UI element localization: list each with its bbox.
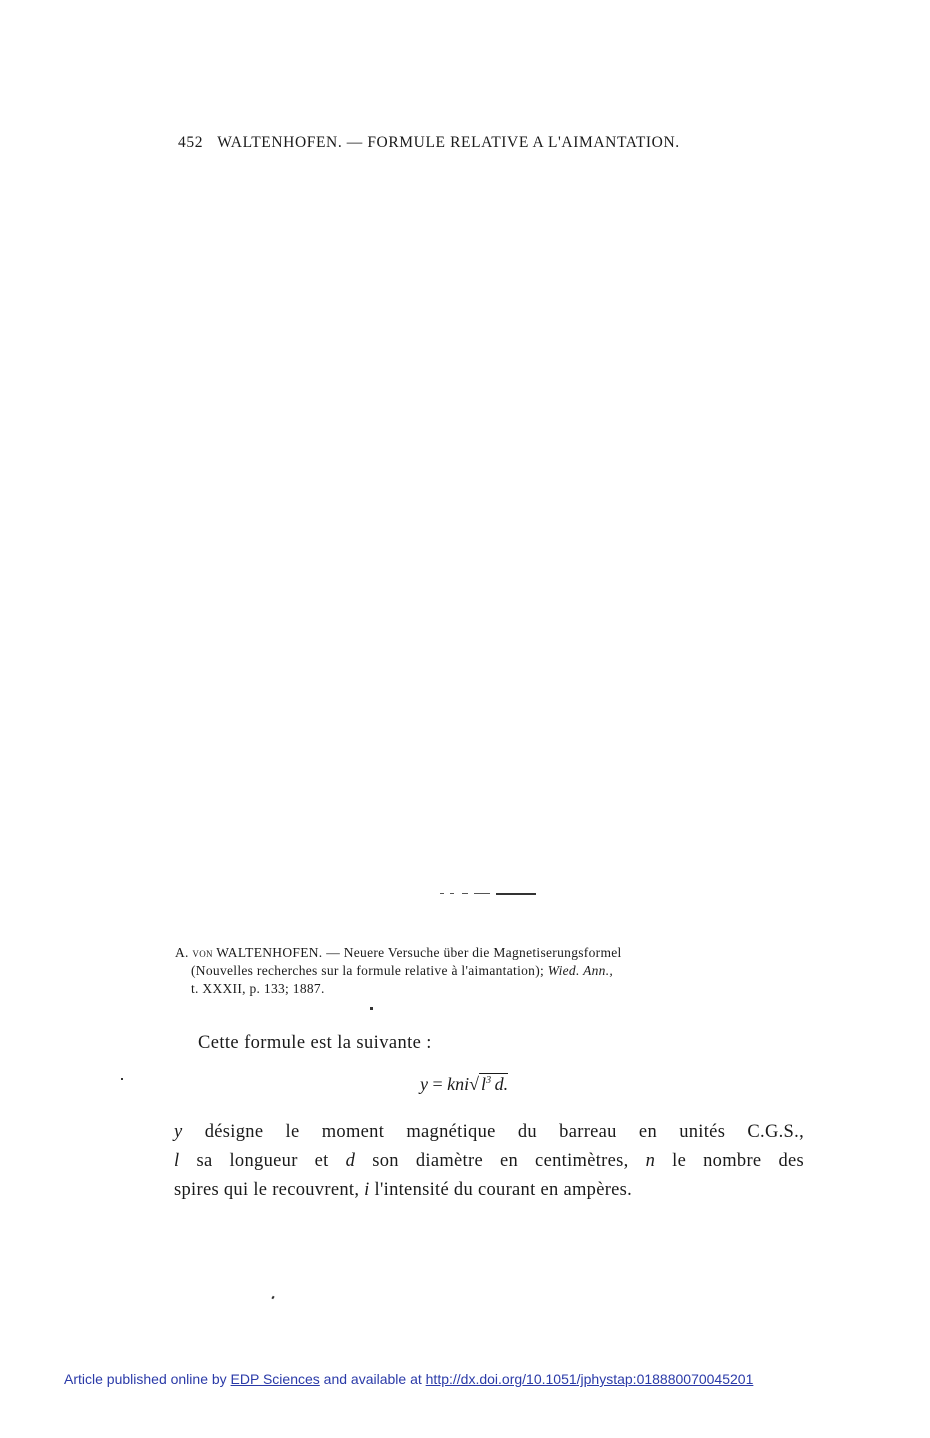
definition-paragraph xyxy=(174,1118,804,1205)
paragraph-line-1: y désigne le moment magnétique du barreau en unités C.G.S., xyxy=(174,1122,804,1142)
citation-author: WALTENHOFEN. xyxy=(216,945,323,960)
running-head xyxy=(178,134,778,152)
formula: y = kni√ $l^3$ d. xyxy=(420,1074,509,1094)
page-number: 452 xyxy=(178,134,204,151)
paragraph-line-2: l sa longueur et d son diamètre en centimètres, n le nombre des xyxy=(174,1151,805,1171)
footer-notice: Article published online by EDP Sciences and available at http://dx.doi.org/10.1051/jphystap:018880070045201 xyxy=(64,1371,754,1387)
section-separator xyxy=(440,893,540,896)
scan-speck xyxy=(370,1007,373,1010)
intro-sentence: Cette formule est la suivante : xyxy=(198,1033,432,1053)
publisher-link[interactable]: EDP Sciences xyxy=(230,1371,320,1387)
radicand: $l^3$ d. xyxy=(481,1074,509,1094)
citation-journal: Wied. Ann., xyxy=(547,963,614,978)
citation-line-1: A. von WALTENHOFEN. — Neuere Versuche über die Magnetiserungsformel xyxy=(175,945,622,960)
citation-volume: t. XXXII, p. 133; 1887. xyxy=(191,981,325,996)
citation-french-title: (Nouvelles recherches sur la formule relative à l'aimantation); xyxy=(191,963,545,978)
scan-speck xyxy=(271,1296,274,1300)
radical-sign: √ xyxy=(469,1074,480,1094)
citation xyxy=(175,944,805,998)
scan-speck xyxy=(121,1078,123,1080)
running-head-title: WALTENHOFEN. — FORMULE RELATIVE A L'AIMANTATION. xyxy=(217,134,680,151)
citation-line-2 xyxy=(175,962,805,980)
doi-link[interactable]: http://dx.doi.org/10.1051/jphystap:018880070045201 xyxy=(425,1371,754,1387)
paragraph-line-3: spires qui le recouvrent, i l'intensité du courant en ampères. xyxy=(174,1180,633,1200)
citation-german-title: Neuere Versuche über die Magnetiserungsformel xyxy=(343,945,622,960)
